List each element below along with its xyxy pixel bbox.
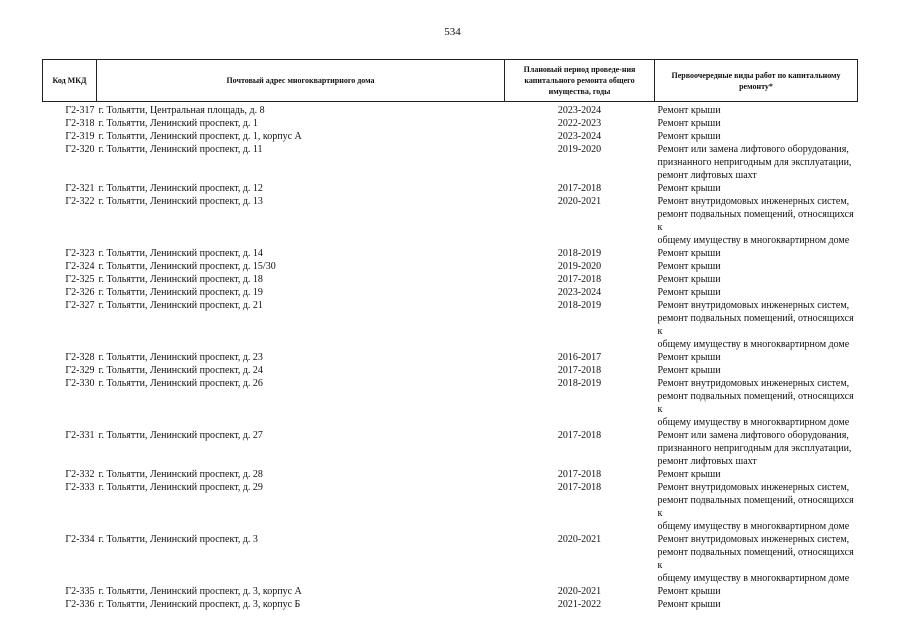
table-row (43, 585, 858, 598)
table-row (43, 533, 858, 585)
mkd-code: Г2-331 (65, 430, 95, 441)
mkd-address: г. Тольятти, Ленинский проспект, д. 24 (98, 365, 263, 376)
repair-period: 2017-2018 (557, 430, 602, 441)
repair-works-line: общему имуществу в многоквартирном доме (657, 417, 850, 428)
mkd-address: г. Тольятти, Ленинский проспект, д. 21 (98, 300, 263, 311)
mkd-address: г. Тольятти, Ленинский проспект, д. 3, корпус А (98, 586, 302, 597)
mkd-code: Г2-327 (65, 300, 95, 311)
table-header (43, 60, 858, 102)
mkd-code: Г2-319 (65, 131, 95, 142)
repair-period: 2018-2019 (557, 378, 602, 389)
table-row (43, 351, 858, 364)
table-row (43, 143, 858, 182)
table-row (43, 130, 858, 143)
repair-works (655, 481, 858, 533)
repair-period: 2017-2018 (557, 365, 602, 376)
mkd-code: Г2-333 (65, 482, 95, 493)
table-row (43, 260, 858, 273)
table-row (43, 286, 858, 299)
repair-period: 2023-2024 (557, 131, 602, 142)
repair-works (655, 182, 858, 195)
table-row (43, 429, 858, 468)
repair-works-line: общему имуществу в многоквартирном доме (657, 235, 850, 246)
repair-works-line: ремонт подвальных помещений, относящихся к (657, 495, 854, 519)
mkd-code: Г2-321 (65, 183, 95, 194)
mkd-code: Г2-317 (65, 105, 95, 116)
mkd-code: Г2-325 (65, 274, 95, 285)
repair-period: 2017-2018 (557, 469, 602, 480)
mkd-address: г. Тольятти, Ленинский проспект, д. 29 (98, 482, 263, 493)
repair-works-line: Ремонт внутридомовых инженерных систем, (657, 534, 850, 545)
repair-works-line: Ремонт крыши (657, 469, 721, 480)
mkd-code: Г2-326 (65, 287, 95, 298)
repair-period: 2018-2019 (557, 300, 602, 311)
repair-works-line: Ремонт крыши (657, 586, 721, 597)
repair-period: 2020-2021 (557, 534, 602, 545)
mkd-code: Г2-323 (65, 248, 95, 259)
repair-works-line: ремонт подвальных помещений, относящихся к (657, 313, 854, 337)
repair-period: 2020-2021 (557, 196, 602, 207)
table-row (43, 195, 858, 247)
table-row (43, 117, 858, 130)
repair-works-line: Ремонт крыши (657, 261, 721, 272)
repair-works-line: ремонт лифтовых шахт (657, 456, 757, 467)
repair-works-line: Ремонт внутридомовых инженерных систем, (657, 482, 850, 493)
mkd-code: Г2-336 (65, 599, 95, 610)
mkd-address: г. Тольятти, Центральная площадь, д. 8 (98, 105, 265, 116)
repair-works (655, 598, 858, 611)
mkd-address: г. Тольятти, Ленинский проспект, д. 12 (98, 183, 263, 194)
mkd-address: г. Тольятти, Ленинский проспект, д. 3 (98, 534, 258, 545)
repair-works-line: Ремонт крыши (657, 599, 721, 610)
repair-works-line: общему имуществу в многоквартирном доме (657, 573, 850, 584)
repair-works-line: Ремонт крыши (657, 248, 721, 259)
repair-works (655, 260, 858, 273)
mkd-address: г. Тольятти, Ленинский проспект, д. 26 (98, 378, 263, 389)
mkd-code: Г2-320 (65, 144, 95, 155)
repair-works-line: Ремонт крыши (657, 131, 721, 142)
page-number: 534 (444, 26, 461, 38)
repair-period: 2022-2023 (557, 118, 602, 129)
repair-period: 2017-2018 (557, 274, 602, 285)
mkd-address: г. Тольятти, Ленинский проспект, д. 15/30 (98, 261, 276, 272)
mkd-code: Г2-335 (65, 586, 95, 597)
repair-period: 2019-2020 (557, 144, 602, 155)
header-row (43, 60, 858, 102)
table-row (43, 481, 858, 533)
repair-works (655, 117, 858, 130)
mkd-address: г. Тольятти, Ленинский проспект, д. 13 (98, 196, 263, 207)
repair-period: 2023-2024 (557, 287, 602, 298)
repair-works-line: общему имуществу в многоквартирном доме (657, 521, 850, 532)
repair-works (655, 143, 858, 182)
repair-works (655, 247, 858, 260)
mkd-code: Г2-324 (65, 261, 95, 272)
mkd-address: г. Тольятти, Ленинский проспект, д. 19 (98, 287, 263, 298)
repair-works-line: Ремонт крыши (657, 365, 721, 376)
repair-works-line: Ремонт крыши (657, 183, 721, 194)
repair-works-line: признанного непригодным для эксплуатации, (657, 443, 852, 454)
table-row (43, 468, 858, 481)
table-row (43, 102, 858, 118)
repair-works-line: ремонт подвальных помещений, относящихся к (657, 547, 854, 571)
repair-works-line: Ремонт крыши (657, 274, 721, 285)
repair-works-line: Ремонт внутридомовых инженерных систем, (657, 378, 850, 389)
mkd-code: Г2-332 (65, 469, 95, 480)
repair-period: 2021-2022 (557, 599, 602, 610)
mkd-address: г. Тольятти, Ленинский проспект, д. 1, корпус А (98, 131, 302, 142)
repair-works (655, 130, 858, 143)
repair-period: 2023-2024 (557, 105, 602, 116)
repair-works-line: Ремонт или замена лифтового оборудования, (657, 144, 849, 155)
repair-works-line: Ремонт внутридомовых инженерных систем, (657, 196, 850, 207)
mkd-address: г. Тольятти, Ленинский проспект, д. 23 (98, 352, 263, 363)
mkd-address: г. Тольятти, Ленинский проспект, д. 3, корпус Б (98, 599, 301, 610)
header-period: Плановый период проведе-ния капитального ремонта общего имущества, годы (505, 60, 655, 102)
repair-works (655, 299, 858, 351)
repair-works (655, 468, 858, 481)
mkd-address: г. Тольятти, Ленинский проспект, д. 28 (98, 469, 263, 480)
repair-works-line: общему имуществу в многоквартирном доме (657, 339, 850, 350)
mkd-address: г. Тольятти, Ленинский проспект, д. 27 (98, 430, 263, 441)
repair-works-line: Ремонт крыши (657, 287, 721, 298)
repair-period: 2016-2017 (557, 352, 602, 363)
mkd-code: Г2-328 (65, 352, 95, 363)
header-code: Код МКД (43, 60, 97, 102)
table-row (43, 247, 858, 260)
mkd-code: Г2-329 (65, 365, 95, 376)
mkd-code: Г2-330 (65, 378, 95, 389)
repair-period: 2019-2020 (557, 261, 602, 272)
repair-works-line: Ремонт крыши (657, 352, 721, 363)
repair-works-line: Ремонт или замена лифтового оборудования, (657, 430, 849, 441)
mkd-address: г. Тольятти, Ленинский проспект, д. 18 (98, 274, 263, 285)
repair-works-line: Ремонт крыши (657, 118, 721, 129)
table-row (43, 182, 858, 195)
mkd-address: г. Тольятти, Ленинский проспект, д. 1 (98, 118, 258, 129)
mkd-code: Г2-322 (65, 196, 95, 207)
repair-works-line: ремонт подвальных помещений, относящихся к (657, 209, 854, 233)
repair-works (655, 102, 858, 118)
repair-works-line: признанного непригодным для эксплуатации, (657, 157, 852, 168)
repair-works (655, 286, 858, 299)
mkd-code: Г2-334 (65, 534, 95, 545)
header-works: Первоочередные виды работ по капитальному ремонту* (655, 60, 858, 102)
repair-works-line: ремонт лифтовых шахт (657, 170, 757, 181)
table-row (43, 299, 858, 351)
table-row (43, 598, 858, 611)
repair-plan-table (42, 59, 858, 611)
repair-period: 2017-2018 (557, 183, 602, 194)
repair-works-line: ремонт подвальных помещений, относящихся к (657, 391, 854, 415)
repair-works (655, 273, 858, 286)
mkd-address: г. Тольятти, Ленинский проспект, д. 11 (98, 144, 263, 155)
table-row (43, 377, 858, 429)
table-row (43, 273, 858, 286)
repair-works (655, 351, 858, 364)
table-body (43, 102, 858, 612)
repair-works-line: Ремонт внутридомовых инженерных систем, (657, 300, 850, 311)
repair-period: 2020-2021 (557, 586, 602, 597)
repair-works (655, 585, 858, 598)
header-address: Почтовый адрес многоквартирного дома (97, 60, 505, 102)
repair-works (655, 195, 858, 247)
repair-works (655, 377, 858, 429)
table-row (43, 364, 858, 377)
repair-works (655, 364, 858, 377)
mkd-code: Г2-318 (65, 118, 95, 129)
repair-works (655, 533, 858, 585)
repair-works-line: Ремонт крыши (657, 105, 721, 116)
repair-period: 2018-2019 (557, 248, 602, 259)
repair-works (655, 429, 858, 468)
repair-period: 2017-2018 (557, 482, 602, 493)
mkd-address: г. Тольятти, Ленинский проспект, д. 14 (98, 248, 263, 259)
